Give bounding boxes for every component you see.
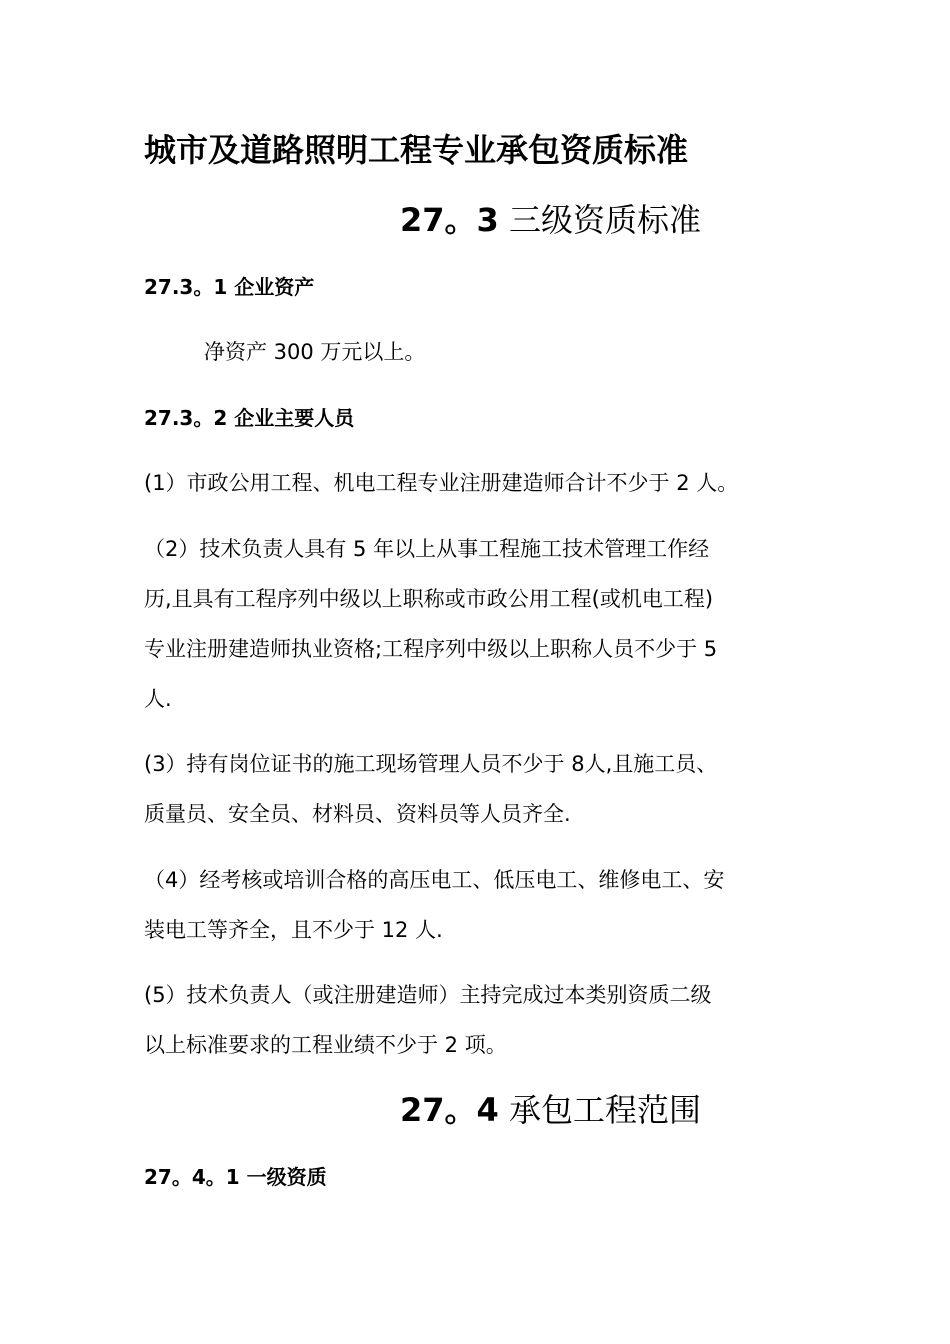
section-number: 27。4	[400, 1091, 499, 1129]
document-title: 城市及道路照明工程专业承包资质标准	[144, 131, 689, 169]
personnel-item-2	[144, 524, 824, 724]
paragraph-line: (1）市政公用工程、机电工程专业注册建造师合计不少于 2 人。	[144, 471, 739, 495]
paragraph-line: 专业注册建造师执业资格;工程序列中级以上职称人员不少于 5	[144, 637, 718, 661]
paragraph-line: 装电工等齐全，且不少于 12 人.	[144, 918, 443, 942]
section-title: 承包工程范围	[508, 1091, 701, 1129]
section-heading-27-3	[400, 198, 701, 242]
paragraph-line: 人.	[144, 687, 172, 711]
personnel-item-4	[144, 855, 824, 955]
paragraph-line: (5）技术负责人（或注册建造师）主持完成过本类别资质二级	[144, 983, 712, 1007]
subsection-heading-27-3-1: 27.3。1 企业资产	[144, 275, 315, 299]
paragraph-line: （2）技术负责人具有 5 年以上从事工程施工技术管理工作经	[144, 537, 710, 561]
personnel-item-1	[144, 458, 824, 508]
section-heading-27-4	[400, 1088, 701, 1132]
net-assets-paragraph	[204, 327, 884, 377]
section-number: 27。3	[400, 201, 499, 239]
section-title: 三级资质标准	[508, 201, 701, 239]
paragraph-line: 质量员、安全员、材料员、资料员等人员齐全.	[144, 802, 571, 826]
paragraph-line: 以上标准要求的工程业绩不少于 2 项。	[144, 1033, 507, 1057]
paragraph-line: 净资产 300 万元以上。	[204, 340, 426, 364]
subsection-heading-27-4-1: 27。4。1 一级资质	[144, 1165, 327, 1189]
paragraph-line: （4）经考核或培训合格的高压电工、低压电工、维修电工、安	[144, 868, 725, 892]
personnel-item-5	[144, 970, 824, 1070]
paragraph-line: (3）持有岗位证书的施工现场管理人员不少于 8人,且施工员、	[144, 752, 718, 776]
paragraph-line: 历,且具有工程序列中级以上职称或市政公用工程(或机电工程)	[144, 587, 714, 611]
subsection-heading-27-3-2: 27.3。2 企业主要人员	[144, 406, 355, 430]
personnel-item-3	[144, 739, 824, 839]
